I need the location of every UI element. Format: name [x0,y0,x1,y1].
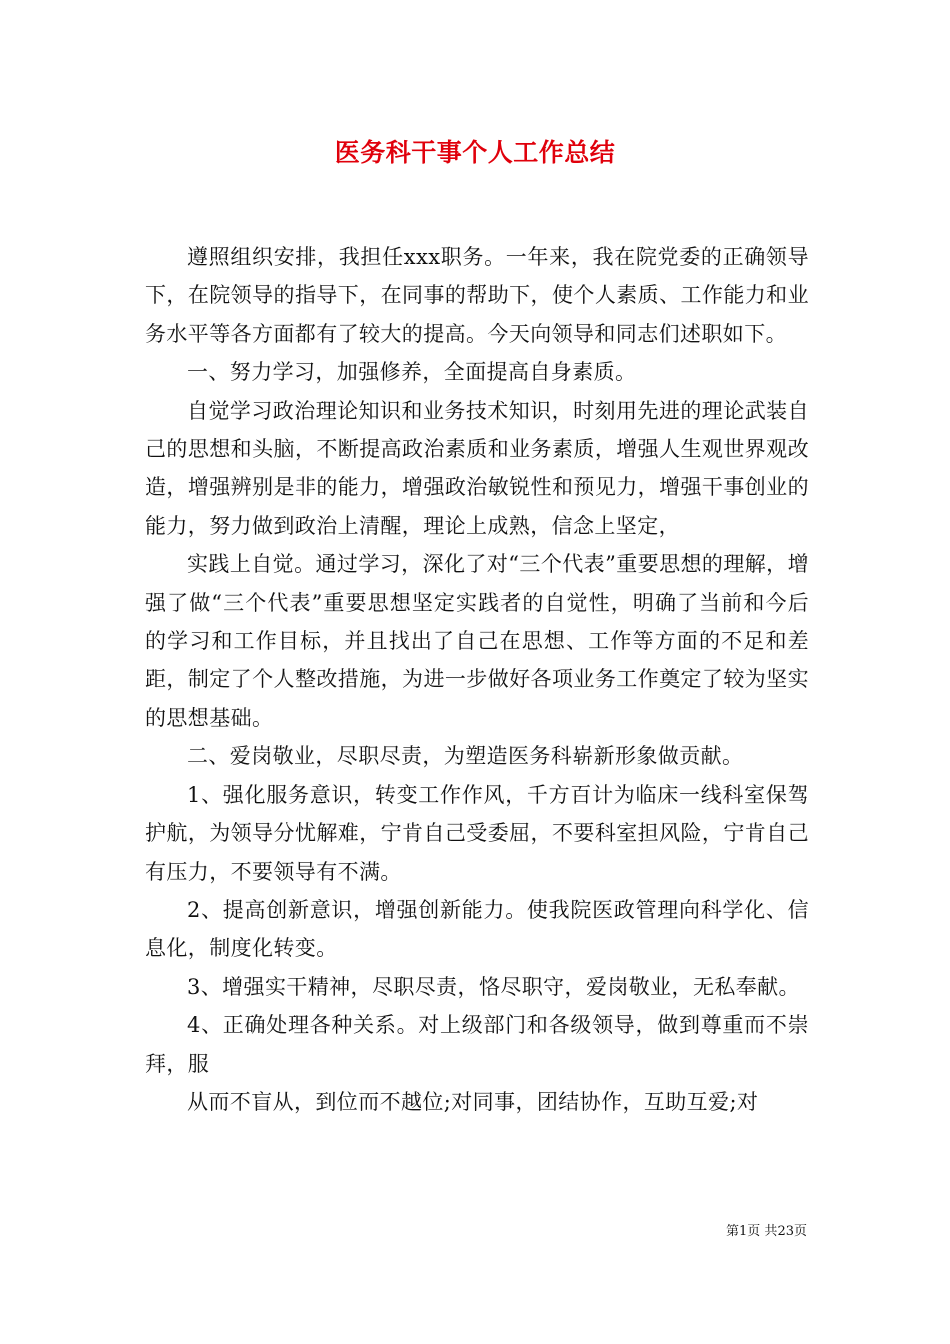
footer-prefix: 第 [726,1224,740,1239]
total-pages-number: 23 [777,1224,794,1239]
footer-suffix: 页 [793,1224,807,1239]
list-item: 4、正确处理各种关系。对上级部门和各级领导，做到尊重而不崇拜，服 [145,1013,809,1076]
list-item: 1、强化服务意识，转变工作作风，千方百计为临床一线科室保驾护航，为领导分忧解难，宁肯自己受委屈，不要科室担风险，宁肯自己有压力，不要领导有不满。 [145,782,809,884]
section-heading: 二、爱岗敬业，尽职尽责，为塑造医务科崭新形象做贡献。 [187,744,744,769]
footer-middle: 页 共 [747,1224,778,1239]
section-heading: 一、努力学习，加强修养，全面提高自身素质。 [187,360,637,385]
paragraph: 从而不盲从，到位而不越位;对同事，团结协作，互助互爱;对 [187,1089,759,1114]
paragraph: 遵照组织安排，我担任xxx职务。一年来，我在院党委的正确领导下，在院领导的指导下，在同事的帮助下，使个人素质、工作能力和业务水平等各方面都有了较大的提高。今天向领导和同志们述职如下。 [145,245,809,346]
document-title: 医务科干事个人工作总结 [334,138,616,167]
document-body [145,238,809,1121]
list-item: 3、增强实干精神，尽职尽责，恪尽职守，爱岗敬业，无私奉献。 [187,974,800,999]
page-number-footer [726,1220,807,1239]
paragraph: 实践上自觉。通过学习，深化了对“三个代表”重要思想的理解，增强了做“三个代表”重要思想坚定实践者的自觉性，明确了当前和今后的学习和工作目标，并且找出了自己在思想、工作等方面的不足和差距，制定了个人整改措施，为进一步做好各项业务工作奠定了较为坚实的思想基础。 [145,552,809,730]
paragraph: 自觉学习政治理论知识和业务技术知识，时刻用先进的理论武装自己的思想和头脑，不断提高政治素质和业务素质，增强人生观世界观改造，增强辨别是非的能力，增强政治敏锐性和预见力，增强干事创业的能力，努力做到政治上清醒，理论上成熟，信念上坚定， [145,398,809,538]
current-page-number: 1 [739,1224,748,1239]
list-item: 2、提高创新意识，增强创新能力。使我院医政管理向科学化、信息化，制度化转变。 [145,897,809,961]
